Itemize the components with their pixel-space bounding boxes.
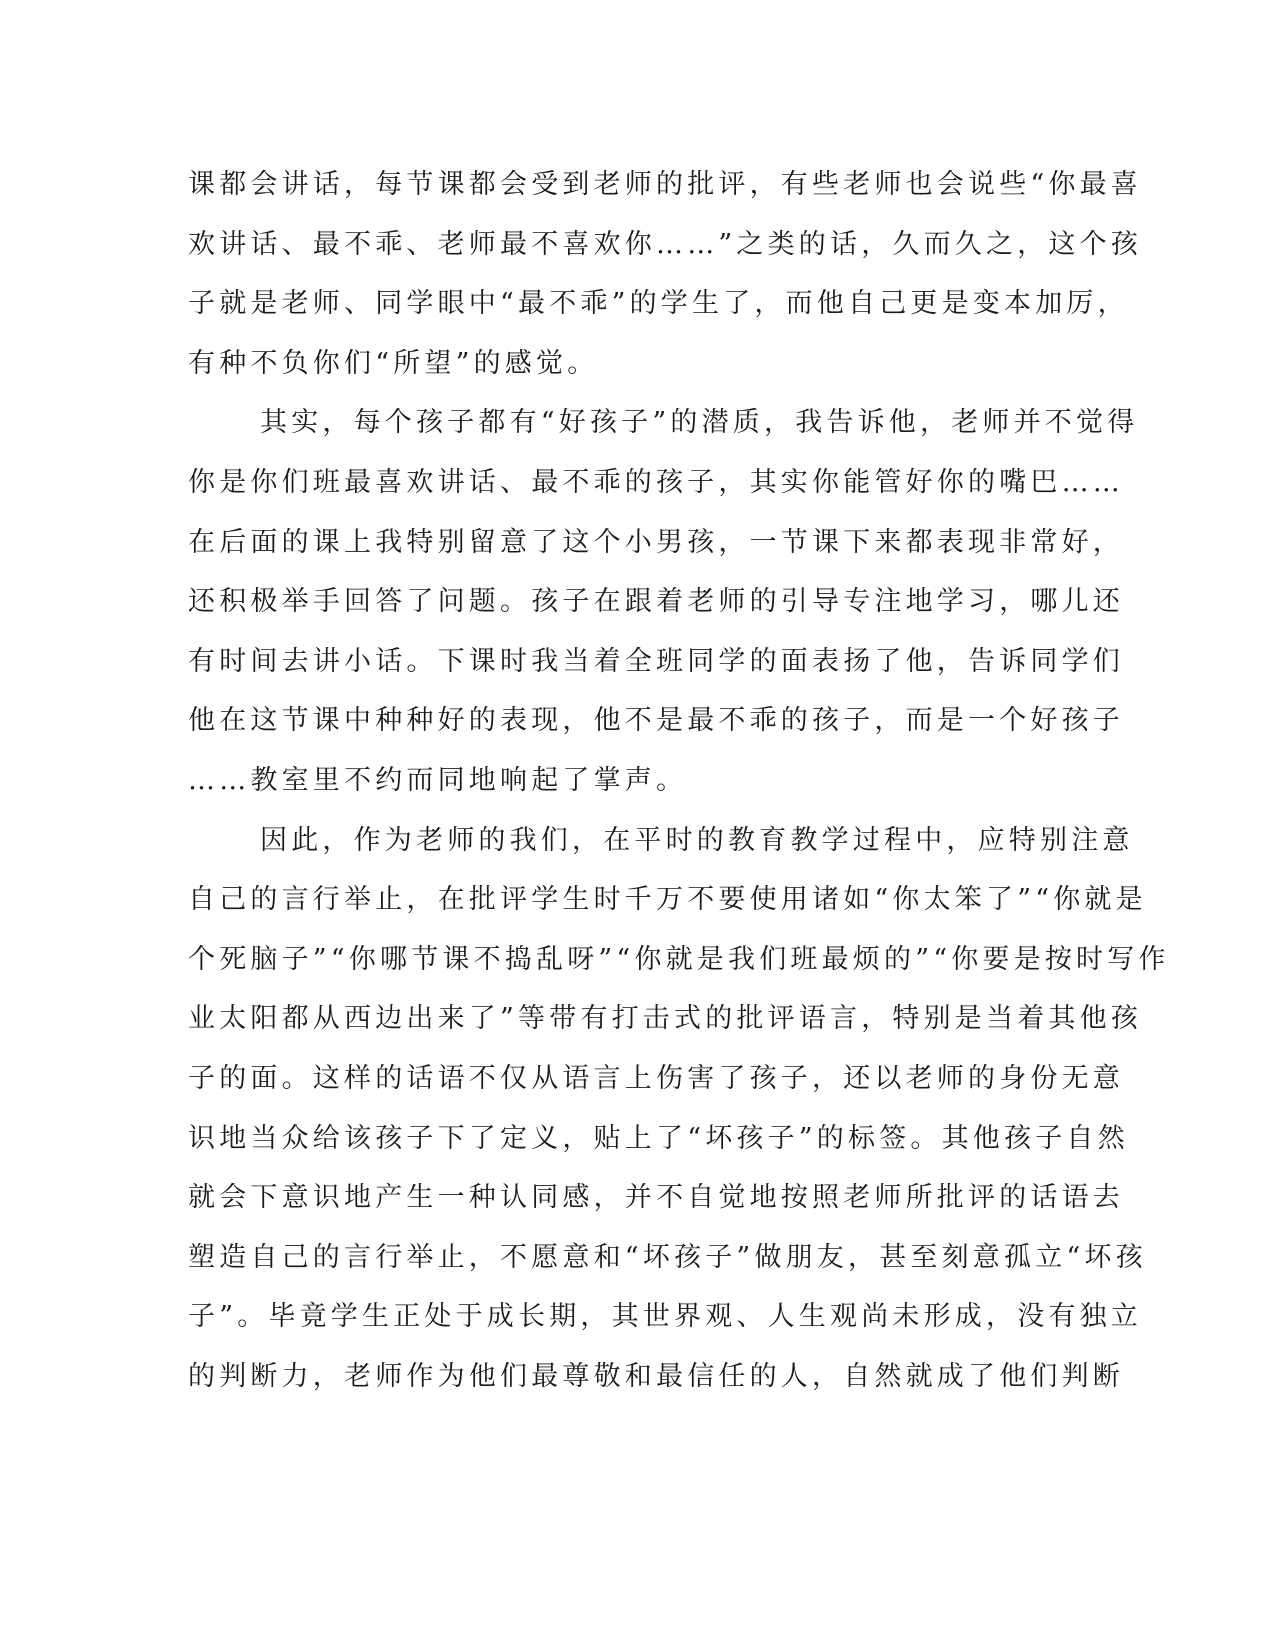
text-line: 你是你们班最喜欢讲话、最不乖的孩子，其实你能管好你的嘴巴…… — [188, 466, 1124, 498]
text-line: 子”。毕竟学生正处于成长期，其世界观、人生观尚未形成，没有独立 — [188, 1301, 1143, 1333]
text-line: 的判断力，老师作为他们最尊敬和最信任的人，自然就成了他们判断 — [188, 1360, 1124, 1392]
paragraph-first-line: 其实，每个孩子都有“好孩子”的潜质，我告诉他，老师并不觉得 — [260, 407, 1139, 439]
text-line: 子就是老师、同学眼中“最不乖”的学生了，而他自己更是变本加厉， — [188, 288, 1129, 320]
text-line: 他在这节课中种种好的表现，他不是最不乖的孩子，而是一个好孩子 — [188, 705, 1124, 737]
paragraph-first-line: 因此，作为老师的我们，在平时的教育教学过程中，应特别注意 — [260, 824, 1134, 856]
text-line: 个死脑子”“你哪节课不捣乱呀”“你就是我们班最烦的”“你要是按时写作 — [188, 943, 1170, 975]
text-line: ……教室里不约而同地响起了掌声。 — [188, 764, 688, 796]
text-line: 识地当众给该孩子下了定义，贴上了“坏孩子”的标签。其他孩子自然 — [188, 1122, 1129, 1154]
text-line: 业太阳都从西边出来了”等带有打击式的批评语言，特别是当着其他孩 — [188, 1003, 1143, 1035]
body-text — [188, 155, 1170, 1406]
text-line: 就会下意识地产生一种认同感，并不自觉地按照老师所批评的话语去 — [188, 1182, 1124, 1214]
text-line: 有时间去讲小话。下课时我当着全班同学的面表扬了他，告诉同学们 — [188, 645, 1124, 677]
text-line: 自己的言行举止，在批评学生时千万不要使用诸如“你太笨了”“你就是 — [188, 884, 1147, 916]
text-line: 塑造自己的言行举止，不愿意和“坏孩子”做朋友，甚至刻意孤立“坏孩 — [188, 1241, 1147, 1273]
text-line: 有种不负你们“所望”的感觉。 — [188, 347, 599, 379]
text-line: 课都会讲话，每节课都会受到老师的批评，有些老师也会说些“你最喜 — [188, 169, 1143, 200]
text-line: 欢讲话、最不乖、老师最不喜欢你……”之类的话，久而久之，这个孩 — [188, 228, 1143, 260]
text-line: 还积极举手回答了问题。孩子在跟着老师的引导专注地学习，哪儿还 — [188, 586, 1124, 618]
text-line: 子的面。这样的话语不仅从语言上伤害了孩子，还以老师的身份无意 — [188, 1062, 1124, 1094]
text-line: 在后面的课上我特别留意了这个小男孩，一节课下来都表现非常好， — [188, 526, 1124, 558]
